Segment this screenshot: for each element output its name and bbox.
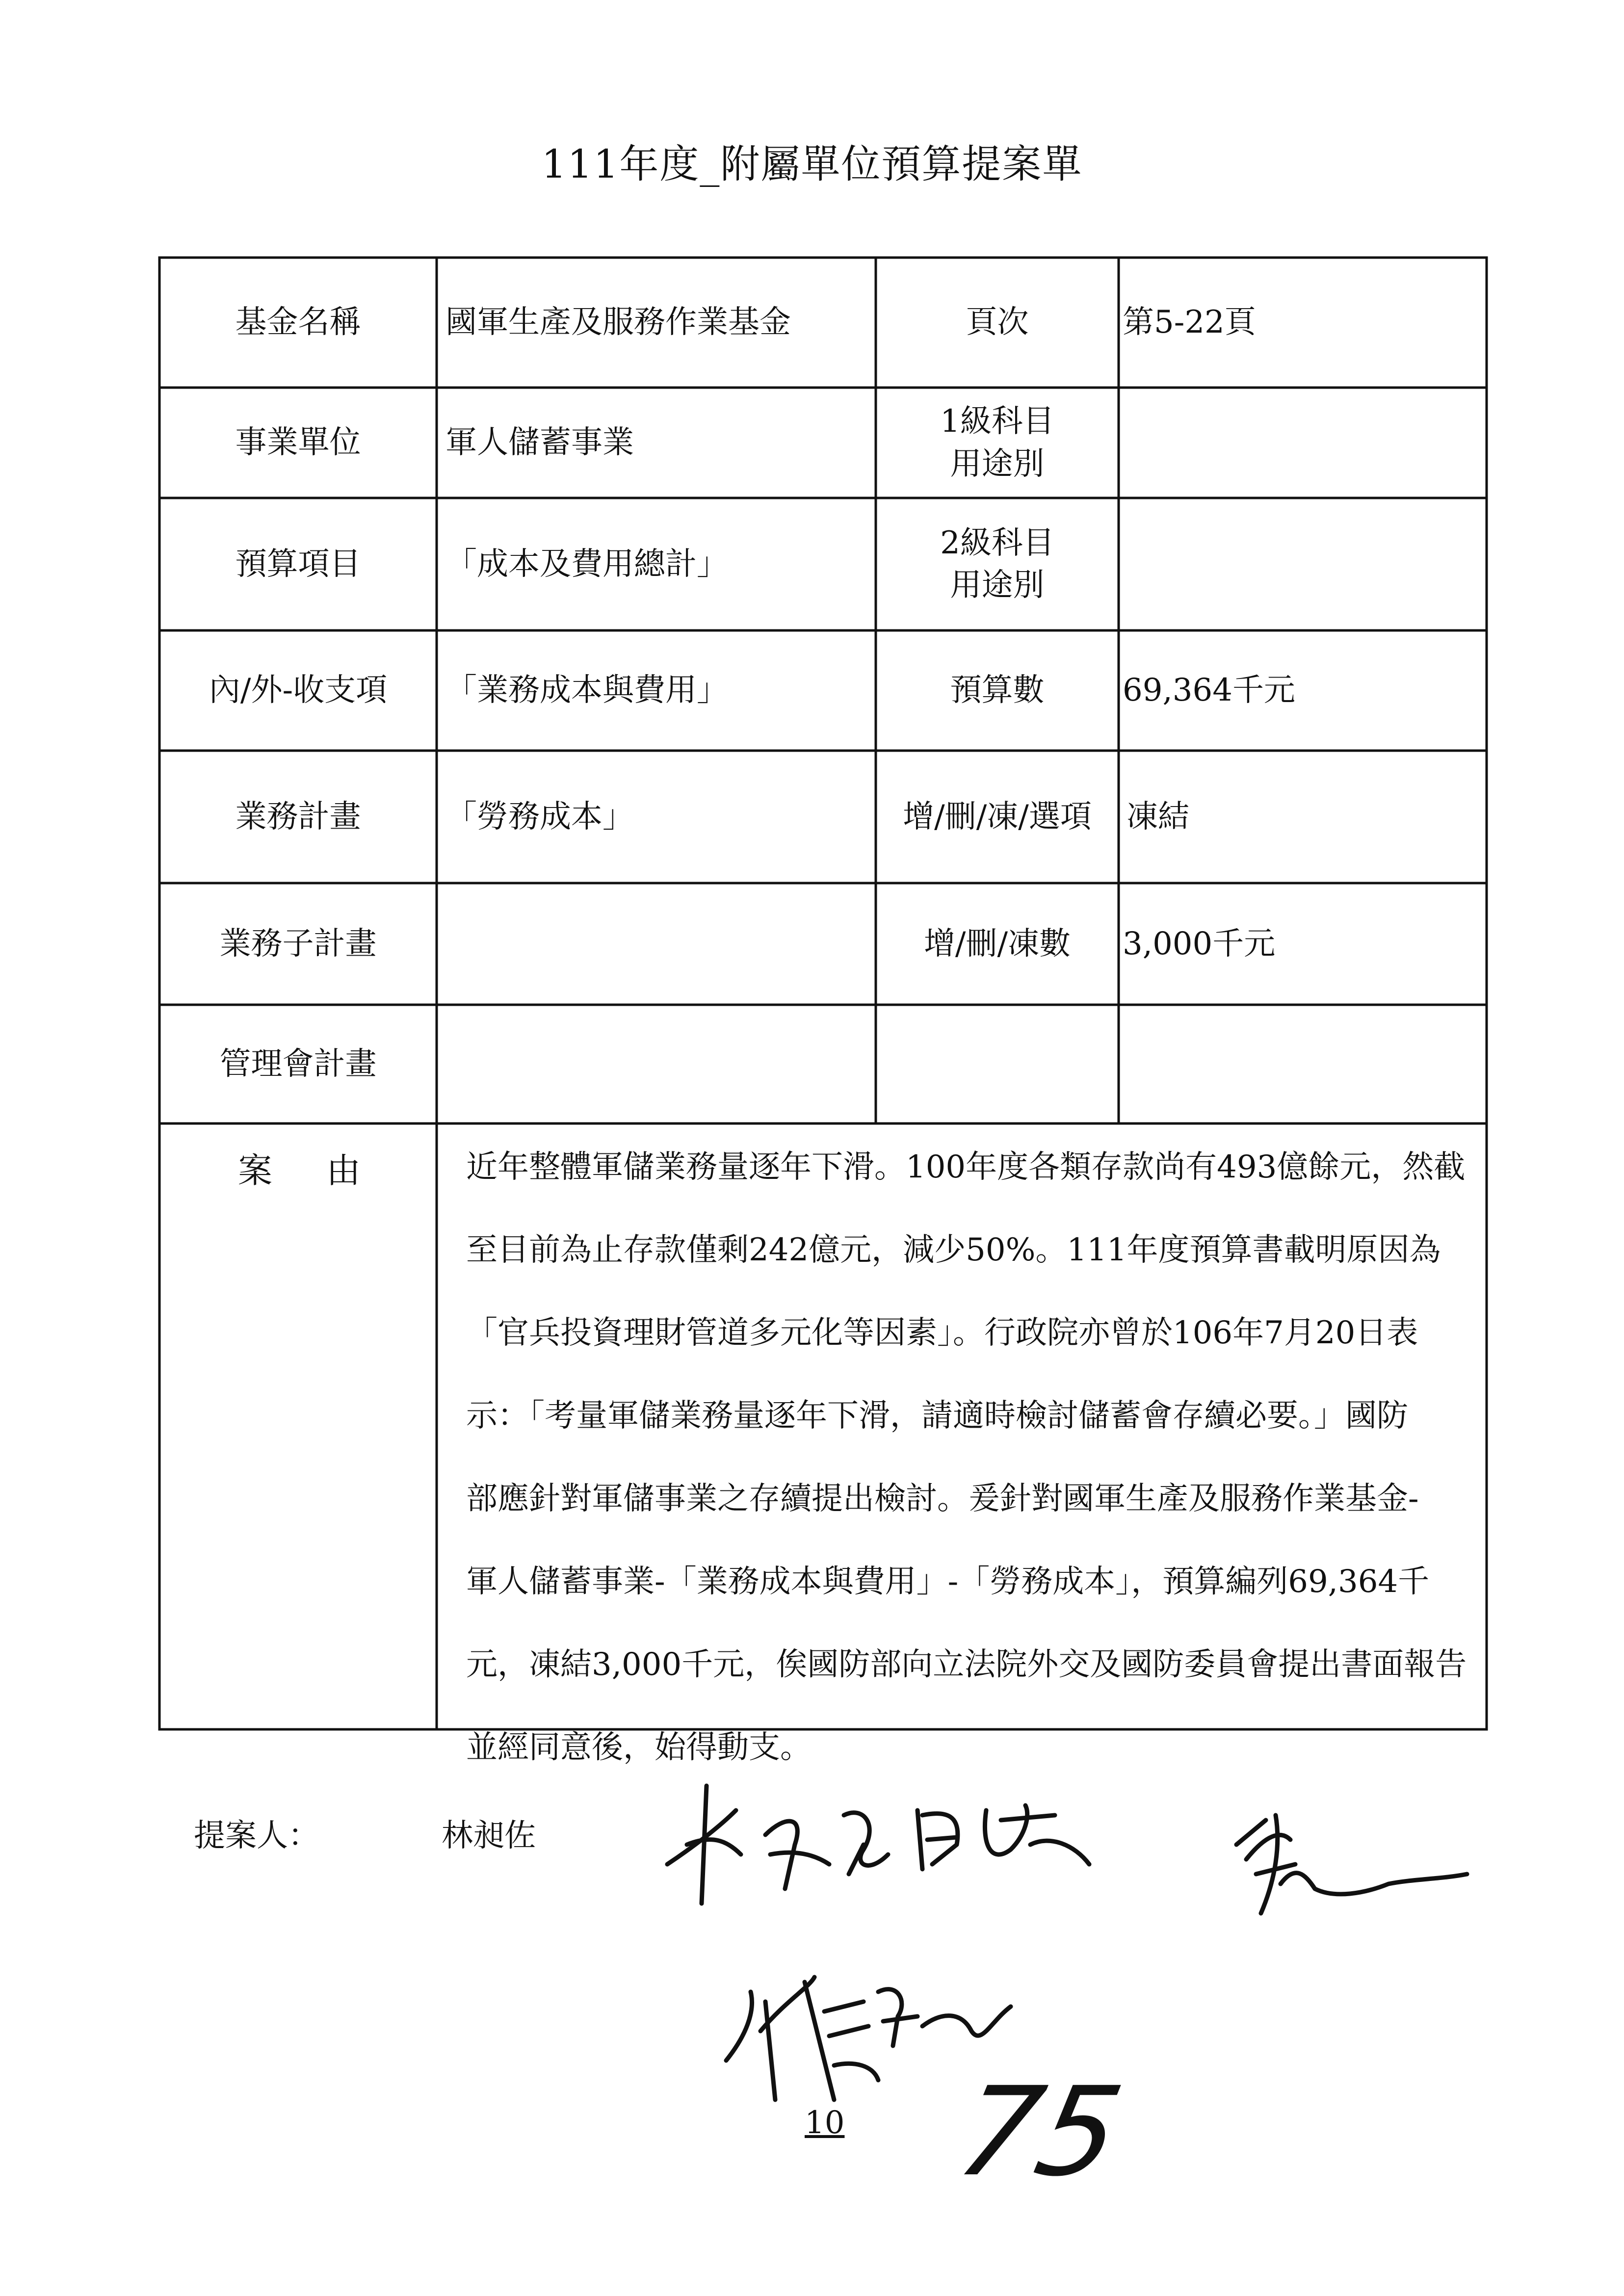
fund-name-label: 基金名稱 bbox=[235, 304, 361, 341]
reason-line: 並經同意後，始得動支。 bbox=[466, 1729, 812, 1766]
mgmt-plan-value bbox=[437, 1005, 876, 1123]
proposer-name: 林昶佐 bbox=[442, 1818, 536, 1854]
business-plan-label: 業務計畫 bbox=[235, 798, 361, 835]
level2-subject-line2: 用途別 bbox=[950, 567, 1045, 603]
proposer-label: 提案人： bbox=[194, 1818, 319, 1854]
level2-subject-label bbox=[876, 498, 1119, 630]
level1-subject-line1: 1級科目 bbox=[940, 403, 1054, 440]
level2-subject-value bbox=[1119, 498, 1487, 630]
action-option-value: 凍結 bbox=[1126, 798, 1189, 835]
action-amount-value: 3,000千元 bbox=[1123, 925, 1276, 962]
mgmt-plan-label: 管理會計畫 bbox=[219, 1045, 377, 1082]
sub-plan-label: 業務子計畫 bbox=[219, 925, 377, 962]
level1-subject-line2: 用途別 bbox=[950, 445, 1045, 482]
level1-subject-value bbox=[1119, 388, 1487, 498]
page-ref-value: 第5-22頁 bbox=[1123, 304, 1256, 341]
page-number: 10 bbox=[805, 2105, 845, 2141]
fund-name-value: 國軍生產及服務作業基金 bbox=[445, 304, 791, 341]
reason-line: 軍人儲蓄事業-「業務成本與費用」-「勞務成本」，預算編列69,364千 bbox=[466, 1564, 1430, 1600]
reason-line: 元，凍結3,000千元，俟國防部向立法院外交及國防委員會提出書面報告 bbox=[466, 1646, 1467, 1683]
income-expense-label: 內/外-收支項 bbox=[209, 672, 388, 709]
level1-subject-label bbox=[876, 388, 1119, 498]
mgmt-plan-right-label bbox=[876, 1005, 1119, 1123]
reason-line: 部應針對軍儲事業之存續提出檢討。爰針對國軍生產及服務作業基金- bbox=[466, 1481, 1419, 1517]
signature-main bbox=[667, 1786, 1089, 1904]
signature-secondary bbox=[726, 1977, 1011, 2100]
business-unit-value: 軍人儲蓄事業 bbox=[445, 424, 634, 461]
signature-right bbox=[1236, 1815, 1467, 1913]
page-ref-label: 頁次 bbox=[966, 304, 1029, 341]
action-option-label: 增/刪/凍/選項 bbox=[903, 798, 1092, 835]
level2-subject-line1: 2級科目 bbox=[940, 524, 1054, 561]
page-title: 111年度_附屬單位預算提案單 bbox=[541, 141, 1083, 187]
reason-line: 示：「考量軍儲業務量逐年下滑，請適時檢討儲蓄會存續必要。」國防 bbox=[466, 1398, 1408, 1434]
budget-amount-label: 預算數 bbox=[950, 672, 1045, 709]
reason-line: 至目前為止存款僅剩242億元，減少50%。111年度預算書載明原因為 bbox=[466, 1232, 1441, 1268]
business-plan-value: 「勞務成本」 bbox=[445, 798, 634, 835]
reason-line: 近年整體軍儲業務量逐年下滑。100年度各類存款尚有493億餘元，然截 bbox=[466, 1149, 1466, 1185]
sub-plan-value bbox=[437, 883, 876, 1005]
budget-item-label: 預算項目 bbox=[235, 546, 361, 582]
income-expense-value: 「業務成本與費用」 bbox=[445, 672, 728, 709]
action-amount-label: 增/刪/凍數 bbox=[923, 925, 1071, 962]
reason-text bbox=[466, 1126, 1489, 1789]
reason-line: 「官兵投資理財管道多元化等因素」。行政院亦曾於106年7月20日表 bbox=[466, 1315, 1418, 1351]
budget-amount-value: 69,364千元 bbox=[1123, 672, 1295, 709]
business-unit-label: 事業單位 bbox=[235, 424, 361, 461]
reason-label: 案由 bbox=[238, 1150, 415, 1191]
handwritten-number: 75 bbox=[946, 2061, 1133, 2203]
mgmt-plan-right-value bbox=[1119, 1005, 1487, 1123]
budget-item-value: 「成本及費用總計」 bbox=[445, 546, 728, 582]
